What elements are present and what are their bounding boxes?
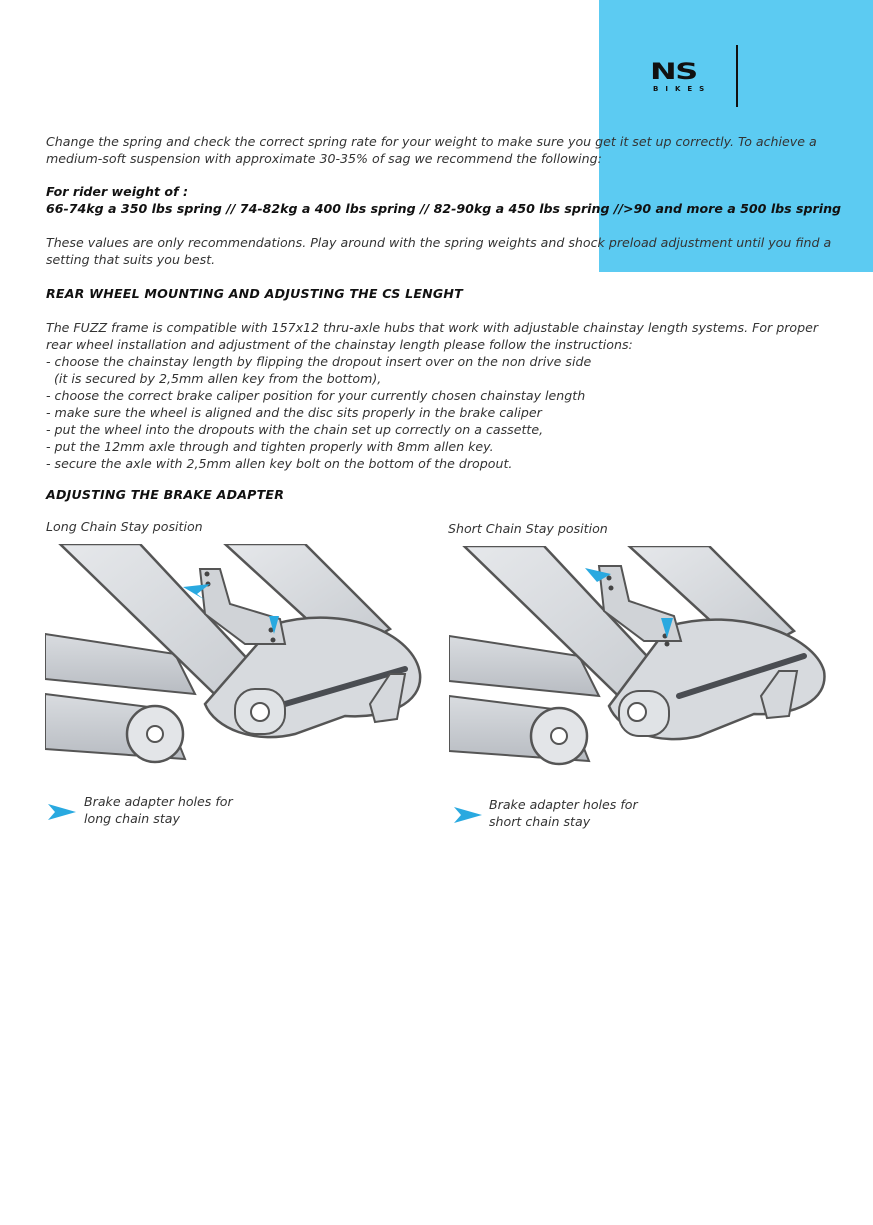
recommendation-paragraph [46, 234, 846, 268]
legend-line: short chain stay [489, 814, 591, 829]
instruction-line: - choose the chainstay length by flipping the dropout insert over on the non drive side [46, 354, 592, 369]
intro-line: medium-soft suspension with approximate 30-35% of sag we recommend the following: [46, 151, 602, 166]
long-chainstay-frame-illustration [45, 544, 430, 766]
legend-arrow-icon [48, 804, 78, 820]
legend-arrow-icon [454, 807, 484, 823]
logo-main: NS [650, 60, 697, 85]
legend-line: Brake adapter holes for [84, 794, 233, 809]
rider-weight-block [46, 183, 846, 217]
ns-bikes-logo [650, 62, 716, 94]
intro-line: Change the spring and check the correct spring rate for your weight to make sure you get it set up correctly. To achieve a [46, 134, 817, 149]
long-chainstay-caption: Long Chain Stay position [46, 519, 203, 534]
brake-adapter-heading: ADJUSTING THE BRAKE ADAPTER [46, 487, 285, 502]
rider-weight-values: 66-74kg a 350 lbs spring // 74-82kg a 400 lbs spring // 82-90kg a 450 lbs spring //>90 and more a 500 lbs spring [46, 201, 842, 216]
instruction-line: The FUZZ frame is compatible with 157x12 thru-axle hubs that work with adjustable chainstay length systems. For proper [46, 320, 819, 335]
recommendation-line: These values are only recommendations. Play around with the spring weights and shock preload adjustment until you find a [46, 235, 832, 250]
short-chainstay-frame-illustration [449, 546, 834, 768]
intro-paragraph [46, 133, 846, 167]
logo-sub: BIKES [653, 85, 712, 93]
legend-line: long chain stay [84, 811, 180, 826]
instruction-line: - choose the correct brake caliper position for your currently chosen chainstay length [46, 388, 586, 403]
rear-wheel-heading: REAR WHEEL MOUNTING AND ADJUSTING THE CS LENGHT [46, 286, 463, 301]
instruction-line: - secure the axle with 2,5mm allen key bolt on the bottom of the dropout. [46, 456, 513, 471]
rear-wheel-instructions [46, 319, 846, 472]
instruction-line: (it is secured by 2,5mm allen key from the bottom), [46, 371, 382, 386]
instruction-line: - put the wheel into the dropouts with the chain set up correctly on a cassette, [46, 422, 544, 437]
instruction-line: - make sure the wheel is aligned and the disc sits properly in the brake caliper [46, 405, 542, 420]
instruction-line: rear wheel installation and adjustment of the chainstay length please follow the instructions: [46, 337, 633, 352]
long-chainstay-legend [84, 793, 233, 827]
logo-divider [736, 45, 738, 107]
recommendation-line: setting that suits you best. [46, 252, 216, 267]
short-chainstay-legend [489, 796, 638, 830]
instruction-line: - put the 12mm axle through and tighten properly with 8mm allen key. [46, 439, 494, 454]
rider-weight-label: For rider weight of : [46, 184, 188, 199]
legend-line: Brake adapter holes for [489, 797, 638, 812]
short-chainstay-caption: Short Chain Stay position [448, 521, 608, 536]
